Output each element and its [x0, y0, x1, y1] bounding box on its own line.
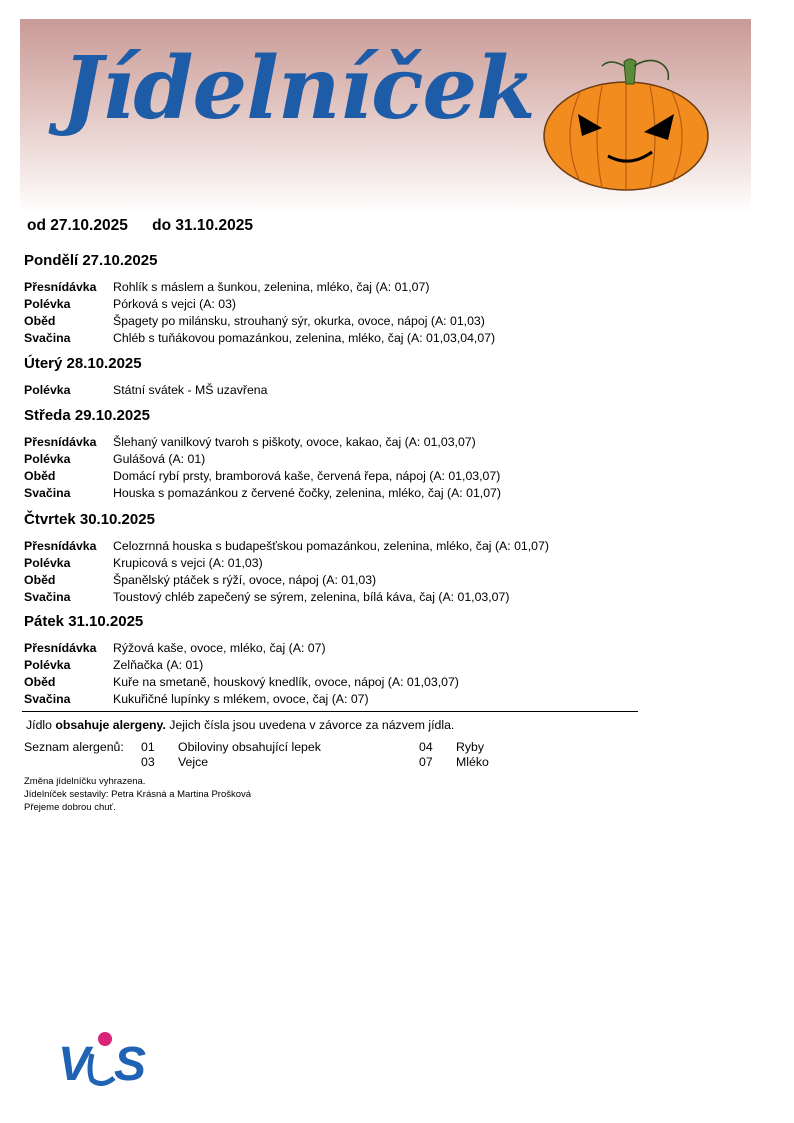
allergen-code: 03 — [141, 755, 155, 769]
meal-dish: Celozrnná houska s budapešťskou pomazánkou, zelenina, mléko, čaj (A: 01,07) — [113, 539, 549, 553]
day-heading: Středa 29.10.2025 — [24, 407, 150, 424]
meal-type: Přesnídávka — [24, 435, 97, 449]
vis-logo — [58, 1028, 162, 1088]
meal-type: Oběd — [24, 314, 56, 328]
meal-dish: Toustový chléb zapečený se sýrem, zelenina, bílá káva, čaj (A: 01,03,07) — [113, 590, 510, 604]
allergen-code: 04 — [419, 740, 433, 754]
allergen-name: Ryby — [456, 740, 485, 754]
pumpkin-icon — [540, 52, 712, 194]
footer-authors: Jídelníček sestavily: Petra Krásná a Martina Prošková — [24, 789, 252, 800]
footer-note: Změna jídelníčku vyhrazena. — [24, 776, 146, 787]
meal-dish: Chléb s tuňákovou pomazánkou, zelenina, mléko, čaj (A: 01,03,04,07) — [113, 331, 496, 345]
meal-type: Polévka — [24, 297, 71, 311]
meal-type: Polévka — [24, 383, 71, 397]
meal-dish: Kuře na smetaně, houskový knedlík, ovoce, nápoj (A: 01,03,07) — [113, 675, 459, 689]
meal-type: Svačina — [24, 331, 71, 345]
allergen-code: 07 — [419, 755, 433, 769]
meal-type: Svačina — [24, 692, 71, 706]
divider-line — [22, 711, 638, 712]
meal-type: Oběd — [24, 573, 56, 587]
meal-dish: Rohlík s máslem a šunkou, zelenina, mléko, čaj (A: 01,07) — [113, 280, 430, 294]
day-heading: Úterý 28.10.2025 — [24, 355, 142, 372]
meal-dish: Krupicová s vejci (A: 01,03) — [113, 556, 263, 570]
meal-type: Polévka — [24, 556, 71, 570]
meal-dish: Pórková s vejci (A: 03) — [113, 297, 237, 311]
meal-type: Přesnídávka — [24, 641, 97, 655]
meal-dish: Špagety po milánsku, strouhaný sýr, okurka, ovoce, nápoj (A: 01,03) — [113, 314, 485, 328]
meal-type: Oběd — [24, 469, 56, 483]
meal-dish: Domácí rybí prsty, bramborová kaše, červená řepa, nápoj (A: 01,03,07) — [113, 469, 501, 483]
allergen-note — [26, 718, 454, 732]
allergen-list-label: Seznam alergenů: — [24, 740, 124, 754]
meal-dish: Gulášová (A: 01) — [113, 452, 206, 466]
allergen-note-prefix: Jídlo — [26, 718, 56, 732]
footer-greeting: Přejeme dobrou chuť. — [24, 802, 116, 813]
meal-dish: Rýžová kaše, ovoce, mléko, čaj (A: 07) — [113, 641, 326, 655]
svg-text:S: S — [114, 1038, 147, 1088]
day-heading: Pátek 31.10.2025 — [24, 613, 144, 630]
meal-dish: Státní svátek - MŠ uzavřena — [113, 383, 268, 397]
meal-type: Svačina — [24, 486, 71, 500]
allergen-note-suffix: Jejich čísla jsou uvedena v závorce za názvem jídla. — [165, 718, 455, 732]
meal-type: Přesnídávka — [24, 539, 97, 553]
meal-dish: Houska s pomazánkou z červené čočky, zelenina, mléko, čaj (A: 01,07) — [113, 486, 501, 500]
meal-type: Přesnídávka — [24, 280, 97, 294]
date-range — [27, 217, 273, 235]
day-heading: Čtvrtek 30.10.2025 — [24, 511, 155, 528]
meal-dish: Zelňačka (A: 01) — [113, 658, 204, 672]
date-to: do 31.10.2025 — [152, 217, 253, 234]
date-from: od 27.10.2025 — [27, 217, 128, 234]
meal-type: Svačina — [24, 590, 71, 604]
meal-type: Polévka — [24, 658, 71, 672]
meal-dish: Šlehaný vanilkový tvaroh s piškoty, ovoce, kakao, čaj (A: 01,03,07) — [113, 435, 476, 449]
svg-text:V: V — [58, 1038, 91, 1088]
meal-dish: Kukuřičné lupínky s mlékem, ovoce, čaj (A: 07) — [113, 692, 369, 706]
page-title: Jídelníček — [62, 38, 535, 139]
allergen-code: 01 — [141, 740, 155, 754]
allergen-name: Vejce — [178, 755, 209, 769]
day-heading: Pondělí 27.10.2025 — [24, 252, 158, 269]
allergen-name: Obiloviny obsahující lepek — [178, 740, 321, 754]
meal-type: Oběd — [24, 675, 56, 689]
meal-type: Polévka — [24, 452, 71, 466]
allergen-note-bold: obsahuje alergeny. — [55, 718, 166, 732]
allergen-name: Mléko — [456, 755, 489, 769]
meal-dish: Španělský ptáček s rýží, ovoce, nápoj (A: 01,03) — [113, 573, 377, 587]
